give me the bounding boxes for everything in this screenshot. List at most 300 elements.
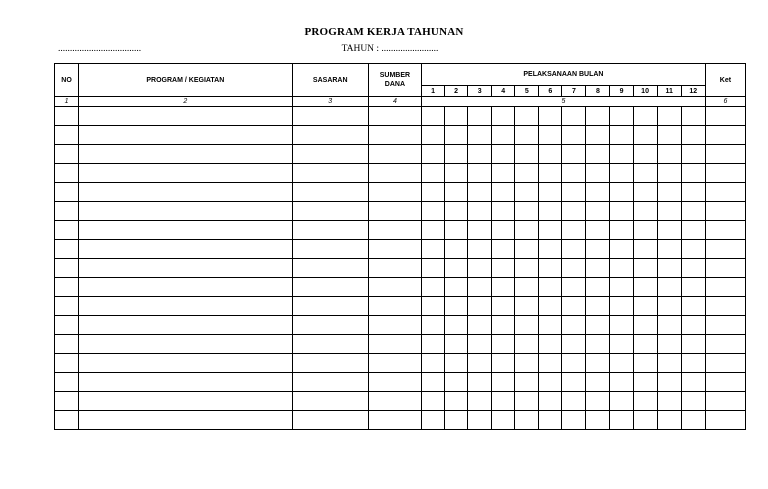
column-number-row (55, 97, 746, 107)
cell-sasaran (292, 411, 368, 430)
cell-month-8 (586, 354, 610, 373)
cell-program (79, 240, 293, 259)
cell-sasaran (292, 297, 368, 316)
cell-month-4 (492, 259, 515, 278)
header-month-3: 3 (468, 86, 492, 97)
cell-month-5 (515, 373, 539, 392)
header-sumber-dana-line2: DANA (384, 81, 406, 88)
table-row (55, 354, 746, 373)
cell-sumber-dana (368, 221, 421, 240)
cell-no (55, 221, 79, 240)
cell-month-1 (421, 145, 444, 164)
cell-month-1 (421, 411, 444, 430)
cell-ket (705, 221, 745, 240)
cell-sasaran (292, 373, 368, 392)
cell-no (55, 164, 79, 183)
cell-sasaran (292, 183, 368, 202)
cell-month-10 (633, 183, 657, 202)
header-ket: Ket (705, 64, 745, 97)
cell-month-11 (657, 392, 681, 411)
header-month-5: 5 (515, 86, 539, 97)
cell-month-12 (681, 373, 705, 392)
cell-month-9 (610, 392, 633, 411)
page-title: PROGRAM KERJA TAHUNAN (304, 26, 464, 38)
cell-month-11 (657, 107, 681, 126)
cell-month-11 (657, 240, 681, 259)
cell-month-3 (468, 297, 492, 316)
cell-month-4 (492, 145, 515, 164)
cell-month-3 (468, 316, 492, 335)
cell-month-3 (468, 221, 492, 240)
cell-month-9 (610, 354, 633, 373)
table-row (55, 278, 746, 297)
cell-month-3 (468, 202, 492, 221)
cell-month-9 (610, 107, 633, 126)
table-row (55, 145, 746, 164)
cell-sasaran (292, 392, 368, 411)
cell-month-2 (445, 145, 468, 164)
header-month-1: 1 (421, 86, 444, 97)
cell-ket (705, 278, 745, 297)
table-row (55, 297, 746, 316)
cell-program (79, 259, 293, 278)
cell-month-11 (657, 183, 681, 202)
table-row (55, 411, 746, 430)
cell-sasaran (292, 316, 368, 335)
cell-month-7 (562, 297, 586, 316)
cell-month-10 (633, 202, 657, 221)
cell-month-12 (681, 202, 705, 221)
cell-month-4 (492, 278, 515, 297)
column-number-sumber-dana: 4 (368, 97, 421, 107)
table-row (55, 202, 746, 221)
cell-month-4 (492, 392, 515, 411)
cell-month-12 (681, 335, 705, 354)
cell-program (79, 354, 293, 373)
cell-month-10 (633, 145, 657, 164)
cell-sumber-dana (368, 373, 421, 392)
cell-month-5 (515, 354, 539, 373)
cell-month-7 (562, 107, 586, 126)
cell-sasaran (292, 164, 368, 183)
cell-sumber-dana (368, 183, 421, 202)
cell-month-4 (492, 316, 515, 335)
cell-program (79, 164, 293, 183)
cell-month-8 (586, 335, 610, 354)
cell-program (79, 297, 293, 316)
header-sumber-dana (368, 64, 421, 97)
cell-month-10 (633, 316, 657, 335)
cell-month-2 (445, 126, 468, 145)
cell-month-12 (681, 316, 705, 335)
header-month-7: 7 (562, 86, 586, 97)
cell-ket (705, 202, 745, 221)
cell-month-5 (515, 240, 539, 259)
cell-sumber-dana (368, 145, 421, 164)
cell-month-7 (562, 221, 586, 240)
table-row (55, 107, 746, 126)
header-month-4: 4 (492, 86, 515, 97)
table-row (55, 183, 746, 202)
cell-month-9 (610, 278, 633, 297)
cell-program (79, 221, 293, 240)
table-row (55, 373, 746, 392)
cell-month-8 (586, 373, 610, 392)
cell-month-11 (657, 297, 681, 316)
cell-month-8 (586, 392, 610, 411)
cell-month-2 (445, 278, 468, 297)
cell-program (79, 202, 293, 221)
cell-ket (705, 240, 745, 259)
cell-month-12 (681, 411, 705, 430)
cell-program (79, 278, 293, 297)
cell-month-4 (492, 297, 515, 316)
header-month-6: 6 (539, 86, 562, 97)
cell-month-6 (539, 107, 562, 126)
column-number-sasaran: 3 (292, 97, 368, 107)
cell-ket (705, 145, 745, 164)
cell-month-11 (657, 316, 681, 335)
cell-month-8 (586, 164, 610, 183)
cell-month-1 (421, 202, 444, 221)
cell-no (55, 240, 79, 259)
cell-program (79, 373, 293, 392)
cell-month-2 (445, 316, 468, 335)
cell-month-9 (610, 297, 633, 316)
cell-no (55, 278, 79, 297)
cell-month-5 (515, 107, 539, 126)
cell-month-11 (657, 278, 681, 297)
cell-month-1 (421, 240, 444, 259)
cell-month-10 (633, 164, 657, 183)
cell-month-9 (610, 373, 633, 392)
cell-month-6 (539, 392, 562, 411)
cell-month-6 (539, 316, 562, 335)
cell-sasaran (292, 259, 368, 278)
cell-sasaran (292, 202, 368, 221)
cell-month-7 (562, 164, 586, 183)
cell-month-6 (539, 335, 562, 354)
cell-month-9 (610, 411, 633, 430)
cell-month-1 (421, 354, 444, 373)
cell-no (55, 297, 79, 316)
cell-month-7 (562, 126, 586, 145)
cell-month-6 (539, 278, 562, 297)
cell-month-6 (539, 240, 562, 259)
cell-sumber-dana (368, 335, 421, 354)
cell-program (79, 145, 293, 164)
cell-month-12 (681, 278, 705, 297)
cell-ket (705, 259, 745, 278)
cell-month-11 (657, 164, 681, 183)
cell-ket (705, 335, 745, 354)
cell-month-7 (562, 202, 586, 221)
header-month-2: 2 (445, 86, 468, 97)
header-month-12: 12 (681, 86, 705, 97)
cell-ket (705, 126, 745, 145)
cell-month-11 (657, 126, 681, 145)
cell-month-6 (539, 354, 562, 373)
cell-month-1 (421, 335, 444, 354)
cell-no (55, 316, 79, 335)
cell-month-5 (515, 297, 539, 316)
cell-month-3 (468, 240, 492, 259)
cell-month-2 (445, 392, 468, 411)
cell-no (55, 411, 79, 430)
cell-month-9 (610, 183, 633, 202)
cell-month-3 (468, 126, 492, 145)
table-row (55, 259, 746, 278)
cell-month-5 (515, 411, 539, 430)
cell-month-3 (468, 373, 492, 392)
cell-ket (705, 107, 745, 126)
cell-month-4 (492, 335, 515, 354)
cell-no (55, 335, 79, 354)
cell-month-5 (515, 183, 539, 202)
cell-month-8 (586, 145, 610, 164)
cell-program (79, 107, 293, 126)
cell-month-11 (657, 145, 681, 164)
cell-month-1 (421, 164, 444, 183)
cell-month-4 (492, 183, 515, 202)
cell-month-9 (610, 221, 633, 240)
cell-sumber-dana (368, 411, 421, 430)
cell-month-2 (445, 221, 468, 240)
cell-month-4 (492, 373, 515, 392)
cell-month-8 (586, 221, 610, 240)
cell-month-8 (586, 411, 610, 430)
cell-month-12 (681, 183, 705, 202)
cell-no (55, 107, 79, 126)
cell-month-7 (562, 373, 586, 392)
cell-month-8 (586, 240, 610, 259)
cell-ket (705, 392, 745, 411)
cell-month-2 (445, 183, 468, 202)
cell-sumber-dana (368, 278, 421, 297)
cell-month-7 (562, 145, 586, 164)
cell-month-12 (681, 259, 705, 278)
cell-sumber-dana (368, 240, 421, 259)
header-month-9: 9 (610, 86, 633, 97)
column-number-pelaksanaan: 5 (421, 97, 705, 107)
header-month-10: 10 (633, 86, 657, 97)
cell-month-3 (468, 145, 492, 164)
cell-month-8 (586, 316, 610, 335)
cell-month-7 (562, 354, 586, 373)
cell-month-8 (586, 297, 610, 316)
cell-no (55, 259, 79, 278)
cell-month-1 (421, 107, 444, 126)
year-label: TAHUN : ........................ (341, 44, 439, 54)
cell-month-11 (657, 335, 681, 354)
cell-program (79, 316, 293, 335)
cell-month-12 (681, 164, 705, 183)
cell-sasaran (292, 145, 368, 164)
cell-month-2 (445, 202, 468, 221)
cell-sumber-dana (368, 202, 421, 221)
cell-month-12 (681, 221, 705, 240)
cell-month-2 (445, 164, 468, 183)
cell-sumber-dana (368, 392, 421, 411)
cell-month-5 (515, 278, 539, 297)
cell-month-4 (492, 107, 515, 126)
cell-ket (705, 297, 745, 316)
cell-sumber-dana (368, 354, 421, 373)
cell-month-8 (586, 126, 610, 145)
cell-program (79, 392, 293, 411)
table-row (55, 316, 746, 335)
cell-month-10 (633, 221, 657, 240)
cell-month-6 (539, 202, 562, 221)
cell-month-2 (445, 297, 468, 316)
cell-month-2 (445, 335, 468, 354)
cell-ket (705, 164, 745, 183)
cell-sasaran (292, 221, 368, 240)
cell-no (55, 202, 79, 221)
cell-month-11 (657, 221, 681, 240)
organization-placeholder: ................................... (58, 44, 142, 54)
cell-month-2 (445, 373, 468, 392)
cell-month-9 (610, 164, 633, 183)
cell-month-5 (515, 316, 539, 335)
cell-month-7 (562, 240, 586, 259)
table-row (55, 240, 746, 259)
cell-month-2 (445, 354, 468, 373)
cell-month-2 (445, 411, 468, 430)
cell-sasaran (292, 240, 368, 259)
cell-month-4 (492, 126, 515, 145)
cell-month-6 (539, 411, 562, 430)
cell-month-9 (610, 126, 633, 145)
column-number-no: 1 (55, 97, 79, 107)
table-row (55, 126, 746, 145)
cell-month-11 (657, 259, 681, 278)
cell-month-1 (421, 297, 444, 316)
cell-month-12 (681, 240, 705, 259)
header-pelaksanaan-bulan: PELAKSANAAN BULAN (421, 64, 705, 86)
cell-month-10 (633, 278, 657, 297)
cell-month-8 (586, 183, 610, 202)
header-no: NO (55, 64, 79, 97)
cell-month-3 (468, 278, 492, 297)
cell-month-12 (681, 354, 705, 373)
cell-month-1 (421, 316, 444, 335)
cell-month-5 (515, 202, 539, 221)
cell-month-10 (633, 240, 657, 259)
cell-month-4 (492, 221, 515, 240)
cell-month-2 (445, 259, 468, 278)
cell-month-1 (421, 221, 444, 240)
cell-month-5 (515, 259, 539, 278)
cell-month-6 (539, 145, 562, 164)
cell-month-10 (633, 335, 657, 354)
cell-month-8 (586, 259, 610, 278)
cell-month-3 (468, 164, 492, 183)
cell-month-4 (492, 202, 515, 221)
cell-month-7 (562, 183, 586, 202)
cell-month-3 (468, 392, 492, 411)
cell-month-1 (421, 259, 444, 278)
table-row (55, 392, 746, 411)
cell-month-10 (633, 411, 657, 430)
header-sumber-dana-line1: SUMBER (379, 72, 411, 79)
cell-sasaran (292, 354, 368, 373)
cell-month-6 (539, 164, 562, 183)
cell-month-9 (610, 202, 633, 221)
cell-month-7 (562, 335, 586, 354)
cell-month-10 (633, 354, 657, 373)
cell-month-11 (657, 354, 681, 373)
cell-month-6 (539, 221, 562, 240)
cell-month-8 (586, 202, 610, 221)
cell-month-3 (468, 335, 492, 354)
cell-month-3 (468, 411, 492, 430)
header-program: PROGRAM / KEGIATAN (79, 64, 293, 97)
cell-month-5 (515, 164, 539, 183)
cell-month-1 (421, 183, 444, 202)
cell-sumber-dana (368, 259, 421, 278)
cell-month-6 (539, 126, 562, 145)
cell-sumber-dana (368, 316, 421, 335)
cell-month-10 (633, 297, 657, 316)
column-number-ket: 6 (705, 97, 745, 107)
cell-month-4 (492, 240, 515, 259)
cell-month-12 (681, 297, 705, 316)
cell-month-12 (681, 145, 705, 164)
cell-month-11 (657, 373, 681, 392)
cell-month-5 (515, 392, 539, 411)
cell-no (55, 373, 79, 392)
cell-program (79, 126, 293, 145)
cell-sasaran (292, 335, 368, 354)
cell-ket (705, 183, 745, 202)
cell-ket (705, 354, 745, 373)
work-program-table (54, 63, 746, 430)
cell-month-4 (492, 354, 515, 373)
cell-month-3 (468, 354, 492, 373)
cell-no (55, 354, 79, 373)
cell-month-6 (539, 183, 562, 202)
cell-no (55, 183, 79, 202)
cell-month-7 (562, 259, 586, 278)
cell-month-7 (562, 278, 586, 297)
cell-month-8 (586, 278, 610, 297)
cell-month-12 (681, 126, 705, 145)
cell-ket (705, 373, 745, 392)
cell-month-12 (681, 392, 705, 411)
cell-month-1 (421, 373, 444, 392)
cell-sasaran (292, 278, 368, 297)
cell-month-10 (633, 107, 657, 126)
cell-month-9 (610, 259, 633, 278)
cell-month-3 (468, 259, 492, 278)
cell-month-3 (468, 183, 492, 202)
cell-month-1 (421, 278, 444, 297)
cell-month-8 (586, 107, 610, 126)
cell-sumber-dana (368, 297, 421, 316)
cell-no (55, 145, 79, 164)
cell-month-10 (633, 259, 657, 278)
cell-month-4 (492, 411, 515, 430)
cell-month-5 (515, 335, 539, 354)
cell-sasaran (292, 126, 368, 145)
cell-month-9 (610, 240, 633, 259)
cell-month-7 (562, 411, 586, 430)
cell-month-9 (610, 316, 633, 335)
cell-month-5 (515, 221, 539, 240)
table-row (55, 164, 746, 183)
cell-month-5 (515, 145, 539, 164)
